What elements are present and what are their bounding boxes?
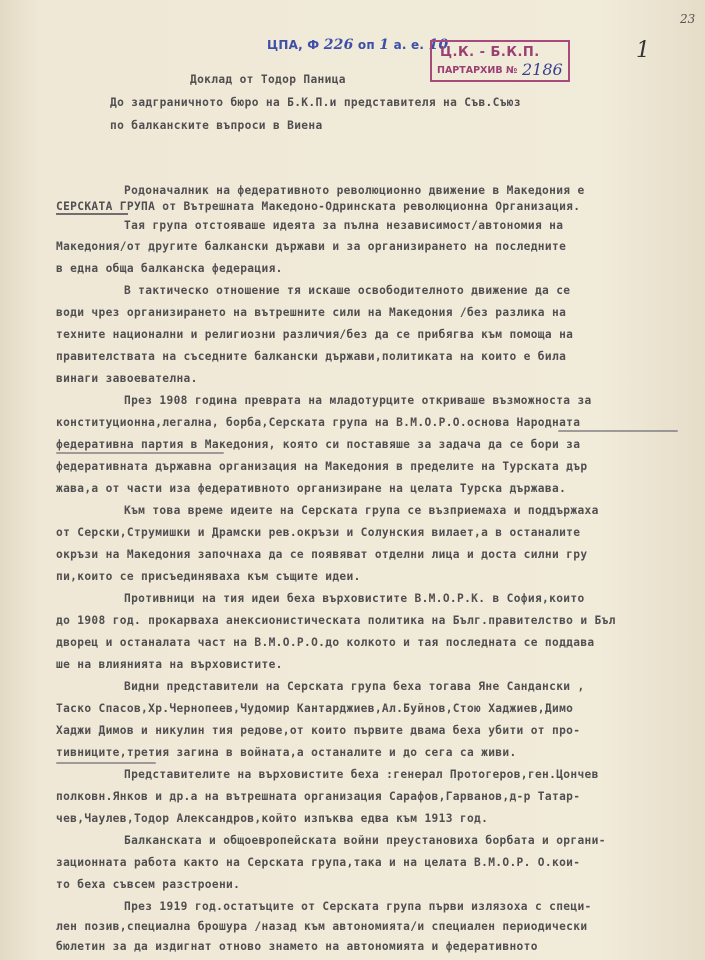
body-line: полковн.Янков и др.а на вътрешната организация Сарафов,Гарванов,д-р Татар- (56, 790, 581, 803)
body-line: от Серски,Струмишки и Драмски рев.окръзи и Солунския вилает,а в останалите (56, 526, 581, 539)
body-line: Хаджи Димов и никулин тия редове,от които първите двама беха убити от про- (56, 724, 581, 737)
archive-ae: 10 (428, 37, 449, 53)
body-line: техните национални и религиозни различия/без да се прибягва към помоща на (56, 328, 574, 341)
body-line: федеративната държавна организация на Македония в пределите на Турската дър (56, 460, 588, 473)
body-line: дворец и останалата част на В.М.О.Р.О.до колкото и тая последната се поддава (56, 636, 595, 649)
body-line: Тая група отстояваше идеята за пълна независимост/автономия на (124, 219, 564, 232)
title-line: по балканските въпроси в Виена (110, 119, 323, 132)
body-line: През 1919 год.остатъците от Серската група първи излязоха с специ- (124, 900, 592, 913)
archive-ref-prefix: ЦПА, Ф (267, 38, 320, 52)
body-line: Видни представители на Серската група беха тогава Яне Сандански , (124, 680, 585, 693)
stamp-title: Ц.К. - Б.К.П. (440, 45, 540, 60)
body-line: Противници на тия идеи беха върховистите В.М.О.Р.К. в София,които (124, 592, 585, 605)
stamp-number: 2186 (522, 60, 563, 79)
body-line: ше на влиянията на върховистите. (56, 658, 283, 671)
body-line: Родоначалник на федеративното революционно движение в Македония е (124, 184, 585, 197)
body-line: пи,които се присъединяваха към същите идеи. (56, 570, 361, 583)
body-line: През 1908 година преврата на младотурците откриваше възможноста за (124, 394, 592, 407)
corner-page-number: 23 (680, 12, 696, 26)
page-number: 1 (636, 38, 650, 63)
body-line: СЕРСКАТА ГРУПА от Вътрешната Македоно-Одринската революционна Организация. (56, 200, 581, 213)
title-line: Доклад от Тодор Паница (190, 73, 346, 86)
body-line: Към това време идеите на Серската група се възприемаха и поддържаха (124, 504, 599, 517)
body-line: правителствата на съседните балкански държави,политиката на които е била (56, 350, 567, 363)
body-line: бюлетин за да издигнат отново знамето на автономията и федеративното (56, 940, 538, 953)
pencil-underline (56, 452, 224, 454)
archive-stamp (430, 40, 570, 82)
body-line: в една обща балканска федерация. (56, 262, 283, 275)
body-line: Македония/от другите балкански държави и за организирането на последните (56, 240, 567, 253)
body-line: до 1908 год. прокарваха анексионистическата политика на Бълг.правителство и Бъл (56, 614, 616, 627)
underline-mark (56, 213, 128, 215)
body-line: води чрез организирането на вътрешните сили на Македония /без разлика на (56, 306, 567, 319)
body-line: тивниците,третия загина в войната,а останалите и до сега са живи. (56, 746, 517, 759)
body-line: винаги завоевателна. (56, 372, 198, 385)
body-line: зационната работа както на Серската група,така и на целата В.М.О.Р. О.кои- (56, 856, 581, 869)
archive-fond: 226 (323, 37, 354, 53)
body-line: жава,а от части иза федеративното организиране на целата Турска държава. (56, 482, 567, 495)
body-line: лен позив,специална брошура /назад към автономията/и специален периодически (56, 920, 588, 933)
body-line: В тактическо отношение тя искаше освободителното движение да се (124, 284, 571, 297)
body-line: чев,Чаулев,Тодор Александров,който изпъква едва към 1913 год. (56, 812, 489, 825)
body-line: конституционна,легална, борба,Серската група на В.М.О.Р.О.основа Народната (56, 416, 581, 429)
body-line: Таско Спасов,Хр.Чернопеев,Чудомир Кантарджиев,Ал.Буйнов,Стою Хаджиев,Димо (56, 702, 574, 715)
body-line: Представителите на върховистите беха :генерал Протогеров,ген.Цончев (124, 768, 599, 781)
pencil-underline (56, 762, 156, 764)
body-line: то беха съвсем разстроени. (56, 878, 241, 891)
title-line: До задграничното бюро на Б.К.П.и представителя на Съв.Съюз (110, 96, 521, 109)
archive-opis: 1 (379, 37, 390, 53)
archive-reference (267, 37, 448, 53)
body-line: Балканската и общоевропейската войни преустановиха борбата и органи- (124, 834, 606, 847)
archive-ae-label: а. е. (393, 38, 425, 52)
body-line: окръзи на Македония започнаха да се появяват отделни лица и доста силни гру (56, 548, 588, 561)
stamp-subtitle: ПАРТАРХИВ № (437, 65, 518, 76)
pencil-underline (558, 430, 678, 432)
archive-opis-label: оп (357, 38, 375, 52)
body-line: федеративна партия в Македония, която си поставяше за задача да се бори за (56, 438, 581, 451)
